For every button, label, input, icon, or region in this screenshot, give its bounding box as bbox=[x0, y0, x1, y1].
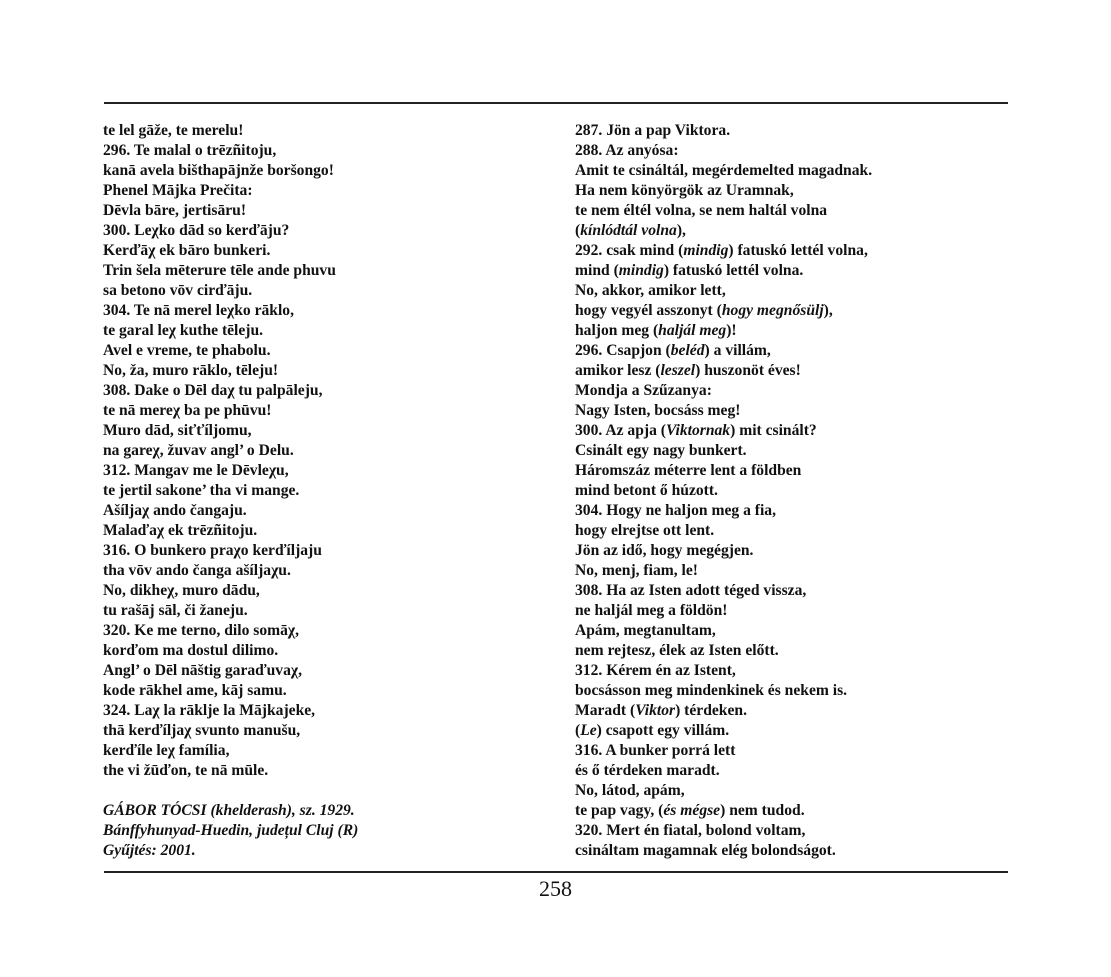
translation-text: bocsásson meg mindenkinek és nekem is. bbox=[575, 682, 848, 699]
translation-line bbox=[575, 561, 1008, 581]
translation-line bbox=[575, 501, 1008, 521]
translation-text: Csinált egy nagy bunkert. bbox=[575, 442, 747, 459]
translation-text: hogy vegyél asszonyt ( bbox=[575, 302, 722, 319]
translation-text: ), bbox=[823, 302, 833, 319]
verse-line: kanā avela bišthapājnže boršongo! bbox=[103, 162, 334, 179]
translation-line bbox=[575, 581, 1008, 601]
translation-text: 296. Csapjon ( bbox=[575, 342, 671, 359]
translation-line bbox=[575, 761, 1008, 781]
translation-line bbox=[575, 661, 1008, 681]
literal-gloss: és mégse bbox=[663, 802, 721, 819]
verse-line: tha vōv ando čanga ašíljaχu. bbox=[103, 562, 291, 579]
translation-text: mind ( bbox=[575, 262, 619, 279]
translation-line bbox=[575, 541, 1008, 561]
literal-gloss: mindig bbox=[618, 262, 664, 279]
translation-text: 287. Jön a pap Viktora. bbox=[575, 122, 731, 139]
translation-text: te pap vagy, ( bbox=[575, 802, 664, 819]
translation-line bbox=[575, 681, 1008, 701]
translation-line bbox=[575, 601, 1008, 621]
translation-text: és ő térdeken maradt. bbox=[575, 762, 720, 779]
translation-text: 304. Hogy ne haljon meg a fia, bbox=[575, 502, 776, 519]
verse-line: Muro dād, siťťíljomu, bbox=[103, 422, 252, 439]
verse-line: 316. O bunkero praχo kerďíljaju bbox=[103, 542, 322, 559]
verse-line: 300. Leχko dād so kerďāju? bbox=[103, 222, 290, 239]
translation-text: ) nem tudod. bbox=[720, 802, 805, 819]
translation-text: haljon meg ( bbox=[575, 322, 659, 339]
translation-line bbox=[575, 621, 1008, 641]
translation-text: csináltam magamnak elég bolondságot. bbox=[575, 842, 836, 859]
attribution-line: Bánffyhunyad-Huedin, județul Cluj (R) bbox=[103, 822, 359, 839]
translation-text: ne haljál meg a földön! bbox=[575, 602, 728, 619]
translation-text: amikor lesz ( bbox=[575, 362, 661, 379]
translation-text: No, menj, fiam, le! bbox=[575, 562, 698, 579]
verse-line: 304. Te nā merel leχko rāklo, bbox=[103, 302, 295, 319]
translation-line bbox=[575, 381, 1008, 401]
translation-line bbox=[575, 481, 1008, 501]
translation-line bbox=[575, 401, 1008, 421]
verse-line: 296. Te malal o trēzñitoju, bbox=[103, 142, 277, 159]
translation-text: Nagy Isten, bocsáss meg! bbox=[575, 402, 741, 419]
verse-line: Trin šela mēterure tēle ande phuvu bbox=[103, 262, 336, 279]
top-rule bbox=[104, 102, 1008, 104]
verse-line: Kerďāχ ek bāro bunkeri. bbox=[103, 242, 271, 259]
verse-line: na gareχ, žuvav angl’ o Delu. bbox=[103, 442, 294, 459]
translation-text: Apám, megtanultam, bbox=[575, 622, 716, 639]
translation-line bbox=[575, 201, 1008, 221]
romani-verse-lines bbox=[103, 121, 548, 781]
translation-text: ) térdeken. bbox=[675, 702, 747, 719]
literal-gloss: mindig bbox=[683, 242, 729, 259]
translation-text: 312. Kérem én az Istent, bbox=[575, 662, 736, 679]
translation-line bbox=[575, 141, 1008, 161]
translation-line bbox=[575, 421, 1008, 441]
translation-text: hogy elrejtse ott lent. bbox=[575, 522, 715, 539]
bottom-rule bbox=[104, 871, 1008, 873]
translation-line bbox=[575, 801, 1008, 821]
translation-line bbox=[575, 161, 1008, 181]
translation-text: ) a villám, bbox=[704, 342, 771, 359]
translation-text: Ha nem könyörgök az Uramnak, bbox=[575, 182, 794, 199]
translation-line bbox=[575, 301, 1008, 321]
translation-line bbox=[575, 261, 1008, 281]
translation-text: 300. Az apja ( bbox=[575, 422, 666, 439]
translation-text: ( bbox=[575, 722, 581, 739]
verse-line: 312. Mangav me le Dēvleχu, bbox=[103, 462, 289, 479]
verse-line: sa betono vōv cirďāju. bbox=[103, 282, 253, 299]
literal-gloss: beléd bbox=[670, 342, 705, 359]
translation-line bbox=[575, 641, 1008, 661]
translation-text: Jön az idő, hogy megégjen. bbox=[575, 542, 754, 559]
literal-gloss: leszel bbox=[660, 362, 696, 379]
verse-line: Malaďaχ ek trēzñitoju. bbox=[103, 522, 258, 539]
translation-text: ), bbox=[676, 222, 686, 239]
translation-text: ) mit csinált? bbox=[730, 422, 817, 439]
translation-line bbox=[575, 841, 1008, 861]
translation-text: te nem éltél volna, se nem haltál volna bbox=[575, 202, 828, 219]
translation-line bbox=[575, 281, 1008, 301]
verse-line: Phenel Mājka Prečita: bbox=[103, 182, 253, 199]
verse-line: Ašíljaχ ando čangaju. bbox=[103, 502, 247, 519]
translation-text: Háromszáz méterre lent a földben bbox=[575, 462, 802, 479]
literal-gloss: Le bbox=[580, 722, 597, 739]
translation-line bbox=[575, 701, 1008, 721]
translation-line bbox=[575, 521, 1008, 541]
verse-line: te nā mereχ ba pe phūvu! bbox=[103, 402, 272, 419]
translation-text: ) fatuskó lettél volna. bbox=[663, 262, 804, 279]
verse-line: Angl’ o Dēl nāštig garaďuvaχ, bbox=[103, 662, 302, 679]
literal-gloss: hogy megnősülj bbox=[721, 302, 824, 319]
translation-line bbox=[575, 781, 1008, 801]
translation-text: 292. csak mind ( bbox=[575, 242, 684, 259]
translation-line bbox=[575, 221, 1008, 241]
verse-line: korďom ma dostul dilimo. bbox=[103, 642, 279, 659]
hungarian-translation-column bbox=[575, 121, 1008, 861]
translation-text: 320. Mert én fiatal, bolond voltam, bbox=[575, 822, 806, 839]
translation-text: ) csapott egy villám. bbox=[596, 722, 730, 739]
verse-line: thā kerďíljaχ svunto manušu, bbox=[103, 722, 301, 739]
verse-line: 324. Laχ la rāklje la Mājkajeke, bbox=[103, 702, 316, 719]
translation-line bbox=[575, 121, 1008, 141]
verse-line: te lel gāže, te merelu! bbox=[103, 122, 244, 139]
translation-line bbox=[575, 241, 1008, 261]
literal-gloss: kínlódtál volna bbox=[580, 222, 677, 239]
translation-text: ( bbox=[575, 222, 581, 239]
verse-line: the vi žūďon, te nā mūle. bbox=[103, 762, 269, 779]
verse-line: te garal leχ kuthe tēleju. bbox=[103, 322, 264, 339]
hungarian-verse-lines bbox=[575, 121, 1008, 861]
translation-line bbox=[575, 441, 1008, 461]
verse-line: tu rašāj sāl, či žaneju. bbox=[103, 602, 248, 619]
translation-line bbox=[575, 821, 1008, 841]
verse-line: Avel e vreme, te phabolu. bbox=[103, 342, 271, 359]
attribution-line: GÁBOR TÓCSI (khelderash), sz. 1929. bbox=[103, 802, 355, 819]
romani-text-column bbox=[103, 121, 548, 861]
translation-text: )! bbox=[726, 322, 737, 339]
translation-line bbox=[575, 741, 1008, 761]
verse-line: kode rākhel ame, kāj samu. bbox=[103, 682, 287, 699]
translation-line bbox=[575, 461, 1008, 481]
literal-gloss: Viktornak bbox=[665, 422, 731, 439]
translation-text: No, akkor, amikor lett, bbox=[575, 282, 726, 299]
translation-text: Maradt ( bbox=[575, 702, 636, 719]
verse-line: te jertil sakone’ tha vi mange. bbox=[103, 482, 300, 499]
literal-gloss: Viktor bbox=[635, 702, 676, 719]
translation-text: nem rejtesz, élek az Isten előtt. bbox=[575, 642, 779, 659]
translation-text: Amit te csináltál, megérdemelted magadnak. bbox=[575, 162, 873, 179]
verse-line: No, ža, muro rāklo, tēleju! bbox=[103, 362, 279, 379]
page-number: 258 bbox=[539, 876, 572, 901]
translation-text: Mondja a Szűzanya: bbox=[575, 382, 712, 399]
translation-line bbox=[575, 181, 1008, 201]
translation-line bbox=[575, 361, 1008, 381]
translation-line bbox=[575, 321, 1008, 341]
informant-attribution bbox=[103, 801, 548, 861]
translation-text: ) fatuskó lettél volna, bbox=[728, 242, 868, 259]
translation-text: 308. Ha az Isten adott téged vissza, bbox=[575, 582, 807, 599]
translation-line bbox=[575, 721, 1008, 741]
verse-line: 308. Dake o Dēl daχ tu palpāleju, bbox=[103, 382, 323, 399]
translation-text: 288. Az anyósa: bbox=[575, 142, 679, 159]
verse-line: No, dikheχ, muro dādu, bbox=[103, 582, 260, 599]
translation-text: 316. A bunker porrá lett bbox=[575, 742, 736, 759]
attribution-line: Gyűjtés: 2001. bbox=[103, 842, 196, 859]
verse-line: Dēvla bāre, jertisāru! bbox=[103, 202, 247, 219]
verse-line: kerďíle leχ família, bbox=[103, 742, 230, 759]
translation-line bbox=[575, 341, 1008, 361]
literal-gloss: haljál meg bbox=[658, 322, 727, 339]
translation-text: mind betont ő húzott. bbox=[575, 482, 718, 499]
verse-line: 320. Ke me terno, dilo somāχ, bbox=[103, 622, 300, 639]
translation-text: ) huszonöt éves! bbox=[695, 362, 801, 379]
translation-text: No, látod, apám, bbox=[575, 782, 685, 799]
